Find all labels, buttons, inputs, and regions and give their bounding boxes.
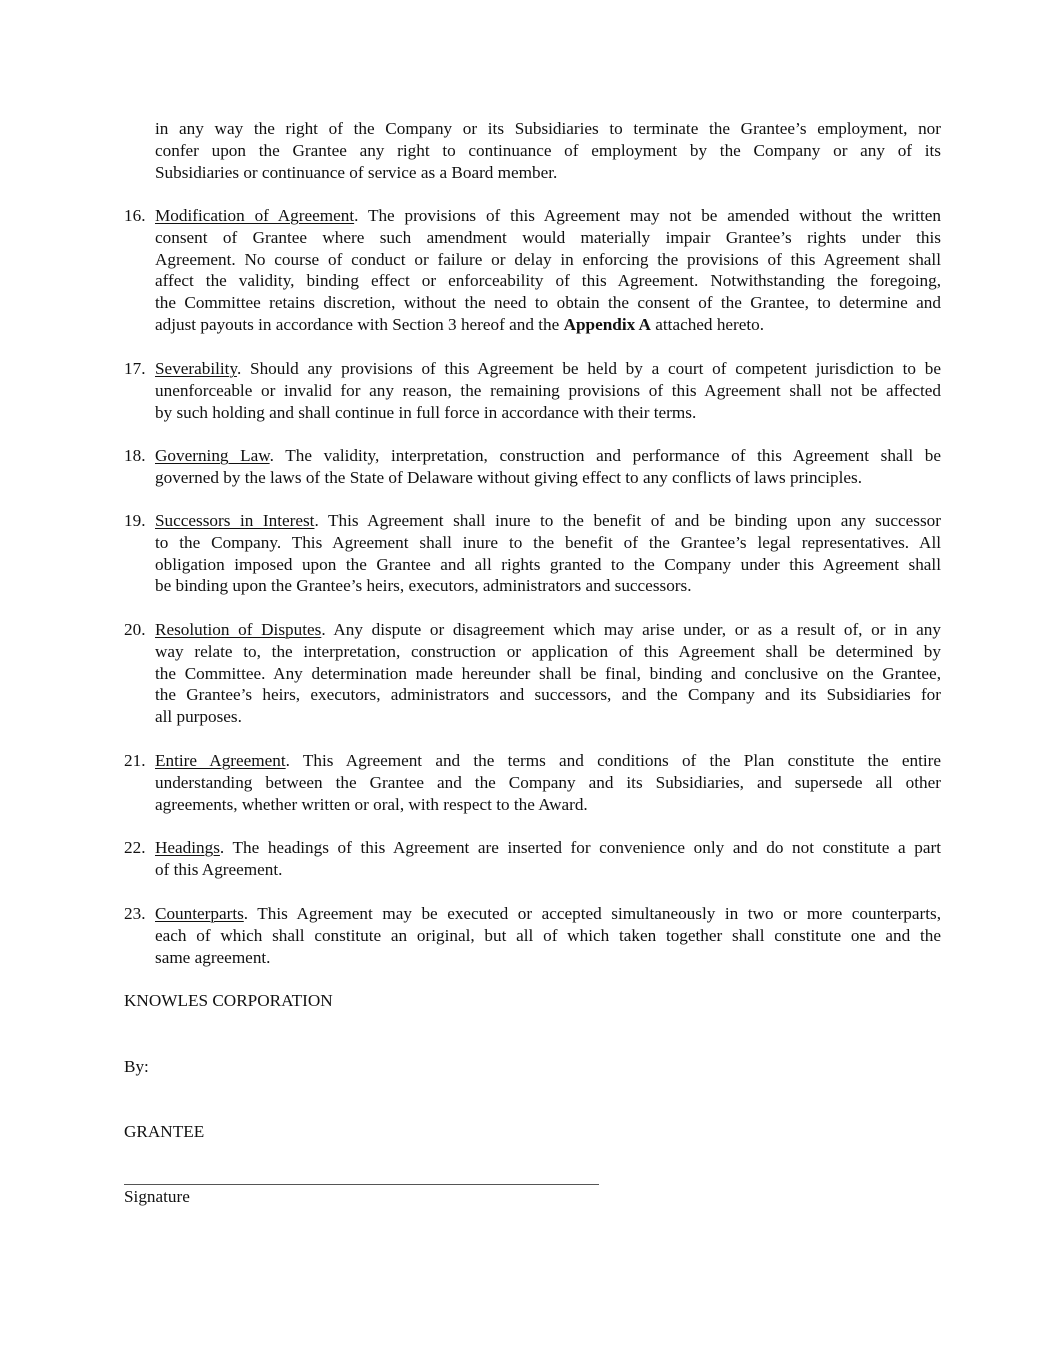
section-heading: Severability <box>155 359 237 378</box>
section-number: 20. <box>124 620 146 639</box>
text-line: be binding upon the Grantee’s heirs, executors, administrators and successors. <box>155 576 692 596</box>
signature-line <box>124 1184 599 1185</box>
section-number: 16. <box>124 206 146 225</box>
text-line: by such holding and shall continue in full force in accordance with their terms. <box>155 402 697 422</box>
signature-label: Signature <box>124 1187 190 1206</box>
appendix-reference: Appendix A <box>563 314 651 334</box>
section-heading: Headings <box>155 838 220 857</box>
company-name: KNOWLES CORPORATION <box>124 991 333 1010</box>
text-line: unenforceable or invalid for any reason, the remaining provisions of this Agreement shall not be affected <box>155 380 941 400</box>
text-line: confer upon the Grantee any right to continuance of employment by the Company or any of its <box>155 140 941 160</box>
by-label: By: <box>124 1057 149 1076</box>
text-line: the Committee. Any determination made hereunder shall be final, binding and conclusive on the Grantee, <box>155 663 941 683</box>
text-line: all purposes. <box>155 707 242 727</box>
section-number: 22. <box>124 838 146 857</box>
text-line: governed by the laws of the State of Delaware without giving effect to any conflicts of laws principles. <box>155 467 863 487</box>
text-line: . The validity, interpretation, construction and performance of this Agreement shall be <box>269 446 941 465</box>
section-number: 17. <box>124 359 146 378</box>
text-line: . Should any provisions of this Agreement be held by a court of competent jurisdiction to be <box>236 359 941 378</box>
text-line: . This Agreement and the terms and conditions of the Plan constitute the entire <box>285 751 942 770</box>
text-line: way relate to, the interpretation, construction or application of this Agreement shall be determined by <box>155 641 941 661</box>
text-line: the Grantee’s heirs, executors, administrators and successors, and the Company and its Subsidiaries for <box>155 685 941 705</box>
text-line: adjust payouts in accordance with Section 3 hereof and the <box>155 314 564 334</box>
text-line: . This Agreement shall inure to the benefit of and be binding upon any successor <box>314 511 941 530</box>
text-line: in any way the right of the Company or its Subsidiaries to terminate the Grantee’s employment, nor <box>155 119 941 138</box>
section-heading: Resolution of Disputes <box>155 620 322 639</box>
text-line: agreements, whether written or oral, with respect to the Award. <box>155 794 588 814</box>
text-line: Agreement. No course of conduct or failure or delay in enforcing the provisions of this Agreement shall <box>155 249 941 269</box>
text-line: each of which shall constitute an original, but all of which taken together shall constitute one and the <box>155 925 941 945</box>
section-number: 19. <box>124 511 146 530</box>
text-line: understanding between the Grantee and the Company and its Subsidiaries, and supersede all other <box>155 772 941 792</box>
text-line: Subsidiaries or continuance of service as a Board member. <box>155 162 558 182</box>
section-heading: Counterparts <box>155 904 244 923</box>
text-line: obligation imposed upon the Grantee and all rights granted to the Company under this Agreement shall <box>155 554 941 574</box>
grantee-label: GRANTEE <box>124 1122 205 1141</box>
section-heading: Entire Agreement <box>155 751 286 770</box>
text-line: attached hereto. <box>650 314 765 334</box>
section-heading: Successors in Interest <box>155 511 315 530</box>
text-line: affect the validity, binding effect or enforceability of this Agreement. Notwithstanding the foregoing, <box>155 271 941 291</box>
text-line: . The provisions of this Agreement may not be amended without the written <box>354 206 941 225</box>
section-number: 23. <box>124 904 146 923</box>
section-heading: Modification of Agreement <box>155 206 355 225</box>
text-line: the Committee retains discretion, without the need to obtain the consent of the Grantee, to determine and <box>155 293 941 313</box>
text-line: . This Agreement may be executed or accepted simultaneously in two or more counterparts, <box>243 904 941 923</box>
text-line: to the Company. This Agreement shall inure to the benefit of the Grantee’s legal representatives. All <box>155 532 941 552</box>
text-line: of this Agreement. <box>155 859 283 879</box>
section-number: 21. <box>124 751 146 770</box>
section-number: 18. <box>124 446 146 465</box>
text-line: same agreement. <box>155 947 271 967</box>
text-line: . The headings of this Agreement are inserted for convenience only and do not constitute a part <box>219 838 941 857</box>
text-line: consent of Grantee where such amendment would materially impair Grantee’s rights under this <box>155 227 941 247</box>
continuation-paragraph <box>155 118 941 183</box>
text-line: . Any dispute or disagreement which may arise under, or as a result of, or in any <box>321 620 941 639</box>
section-heading: Governing Law <box>155 446 270 465</box>
